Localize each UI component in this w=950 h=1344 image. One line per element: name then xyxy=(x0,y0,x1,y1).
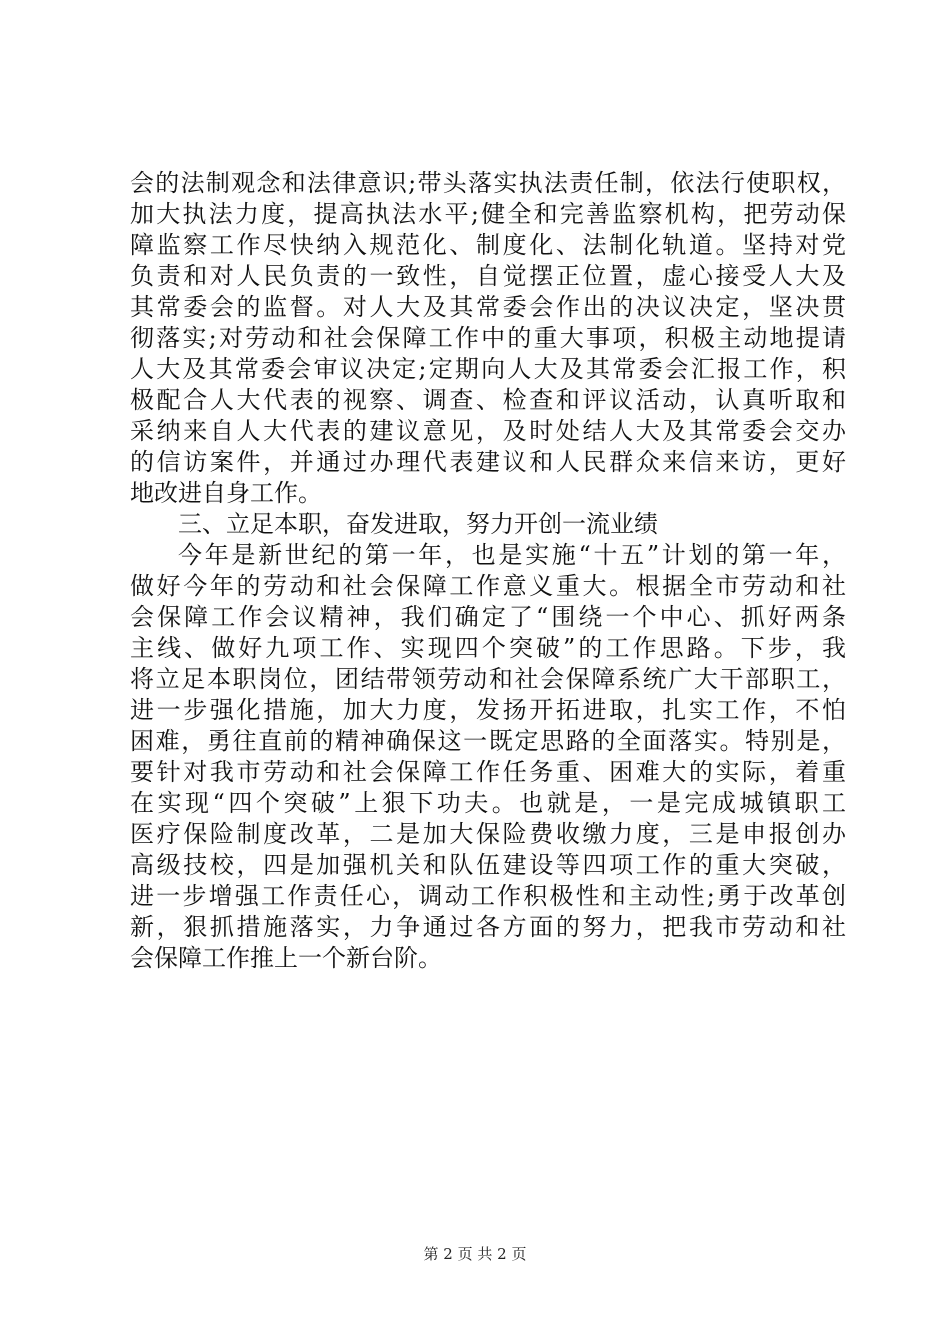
text-line: 彻落实;对劳动和社会保障工作中的重大事项，积极主动地提请 xyxy=(130,324,846,352)
text-line: 会的法制观念和法律意识;带头落实执法责任制，依法行使职权， xyxy=(130,169,846,197)
text-line: 高级技校，四是加强机关和队伍建设等四项工作的重大突破， xyxy=(130,851,846,879)
text-line: 主线、做好九项工作、实现四个突破”的工作思路。下步，我 xyxy=(130,634,846,662)
section-heading: 三、立足本职，奋发进取，努力开创一流业绩 xyxy=(178,510,658,538)
text-line: 进一步增强工作责任心，调动工作积极性和主动性;勇于改革创 xyxy=(130,882,846,910)
text-line: 做好今年的劳动和社会保障工作意义重大。根据全市劳动和社 xyxy=(130,572,846,600)
text-line: 会保障工作会议精神，我们确定了“围绕一个中心、抓好两条 xyxy=(130,603,846,631)
text-line: 障监察工作尽快纳入规范化、制度化、法制化轨道。坚持对党 xyxy=(130,231,846,259)
page-number-footer: 第 2 页 共 2 页 xyxy=(423,1245,527,1263)
text-line: 在实现“四个突破”上狠下功夫。也就是，一是完成城镇职工 xyxy=(130,789,846,817)
paragraph-first-line: 今年是新世纪的第一年，也是实施“十五”计划的第一年， xyxy=(178,541,846,569)
text-line: 医疗保险制度改革，二是加大保险费收缴力度，三是申报创办 xyxy=(130,820,846,848)
text-line: 负责和对人民负责的一致性，自觉摆正位置，虚心接受人大及 xyxy=(130,262,846,290)
text-line: 采纳来自人大代表的建议意见，及时处结人大及其常委会交办 xyxy=(130,417,846,445)
text-line: 将立足本职岗位，团结带领劳动和社会保障系统广大干部职工， xyxy=(130,665,846,693)
document-body xyxy=(130,168,846,974)
text-line: 地改进自身工作。 xyxy=(130,479,322,507)
text-line: 进一步强化措施，加大力度，发扬开拓进取，扎实工作，不怕 xyxy=(130,696,846,724)
text-line: 的信访案件，并通过办理代表建议和人民群众来信来访，更好 xyxy=(130,448,846,476)
text-line: 要针对我市劳动和社会保障工作任务重、困难大的实际，着重 xyxy=(130,758,846,786)
text-line: 困难，勇往直前的精神确保这一既定思路的全面落实。特别是， xyxy=(130,727,846,755)
text-line: 会保障工作推上一个新台阶。 xyxy=(130,944,442,972)
text-line: 极配合人大代表的视察、调查、检查和评议活动，认真听取和 xyxy=(130,386,846,414)
text-line: 其常委会的监督。对人大及其常委会作出的决议决定，坚决贯 xyxy=(130,293,846,321)
text-line: 加大执法力度，提高执法水平;健全和完善监察机构，把劳动保 xyxy=(130,200,846,228)
text-line: 新，狠抓措施落实，力争通过各方面的努力，把我市劳动和社 xyxy=(130,913,846,941)
text-line: 人大及其常委会审议决定;定期向人大及其常委会汇报工作，积 xyxy=(130,355,846,383)
